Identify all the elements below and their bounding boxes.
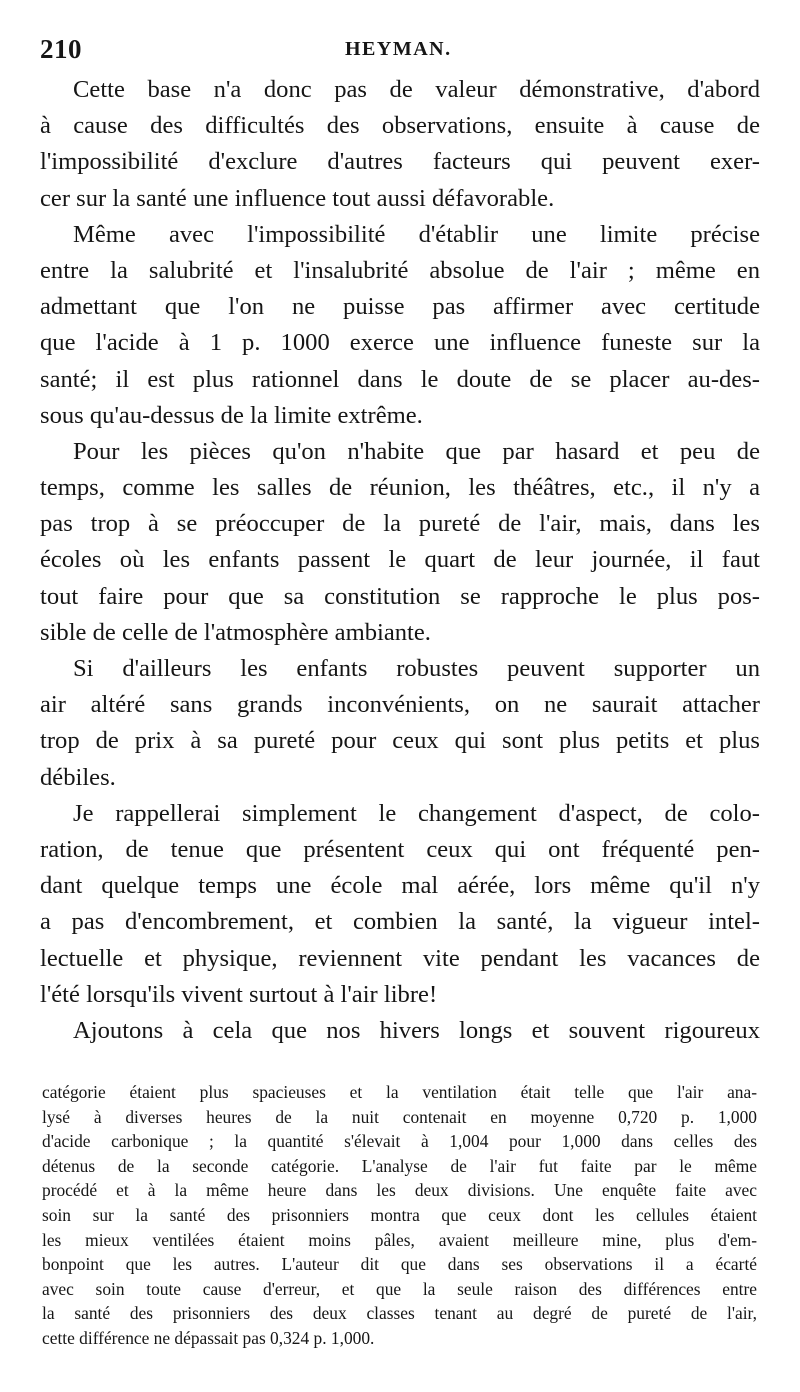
body-text [40,72,760,1049]
body-text-line: lectuelle et physique, reviennent vite pendant les vacances de [40,944,760,972]
running-title: HEYMAN. [345,38,452,60]
body-text-line: à cause des difficultés des observations, ensuite à cause de [40,112,760,140]
body-text-line: tout faire pour que sa constitution se rapproche le plus pos- [40,582,760,610]
footnote-line: d'acide carbonique ; la quantité s'élevait à 1,004 pour 1,000 dans celles des [42,1131,757,1152]
body-text-line: sous qu'au-dessus de la limite extrême. [40,401,423,429]
footnote-line: soin sur la santé des prisonniers montra que ceux dont les cellules étaient [42,1204,757,1225]
body-text-line: Ajoutons à cela que nos hivers longs et souvent rigoureux [73,1016,760,1044]
footnote [42,1080,757,1351]
body-text-line: santé; il est plus rationnel dans le doute de se placer au-des- [40,365,760,393]
body-text-line: pas trop à se préoccuper de la pureté de l'air, mais, dans les [40,510,760,538]
page-number: 210 [40,34,82,64]
body-text-line: Je rappellerai simplement le changement d'aspect, de colo- [73,799,760,827]
footnote-line: cette différence ne dépassait pas 0,324 p. 1,000. [42,1327,375,1348]
footnote-line: les mieux ventilées étaient moins pâles, avaient meilleure mine, plus d'em- [42,1229,757,1250]
body-text-line: débiles. [40,763,116,791]
footnote-line: la santé des prisonniers des deux classes tenant au degré de pureté de l'air, [42,1303,757,1324]
body-text-line: l'impossibilité d'exclure d'autres facteurs qui peuvent exer- [40,148,760,176]
footnote-line: bonpoint que les autres. L'auteur dit que dans ses observations il a écarté [42,1254,757,1275]
body-text-line: entre la salubrité et l'insalubrité absolue de l'air ; même en [40,256,760,284]
body-text-line: Même avec l'impossibilité d'établir une limite précise [73,220,760,248]
body-text-line: Si d'ailleurs les enfants robustes peuvent supporter un [73,655,760,682]
footnote-line: détenus de la seconde catégorie. L'analyse de l'air fut faite par le même [42,1155,757,1176]
body-text-line: écoles où les enfants passent le quart de leur journée, il faut [40,546,760,574]
body-text-line: que l'acide à 1 p. 1000 exerce une influence funeste sur la [40,329,760,357]
footnote-line: avec soin toute cause d'erreur, et que la seule raison des différences entre [42,1278,757,1299]
body-text-line: l'été lorsqu'ils vivent surtout à l'air libre! [40,980,438,1008]
body-text-line: air altéré sans grands inconvénients, on ne saurait attacher [40,691,760,719]
body-text-line: temps, comme les salles de réunion, les théâtres, etc., il n'y a [40,474,760,502]
body-text-line: cer sur la santé une influence tout aussi défavorable. [40,184,555,212]
body-text-line: admettant que l'on ne puisse pas affirmer avec certitude [40,293,760,321]
footnote-line: catégorie étaient plus spacieuses et la ventilation était telle que l'air ana- [42,1082,757,1102]
body-text-line: sible de celle de l'atmosphère ambiante. [40,618,431,646]
body-text-line: Pour les pièces qu'on n'habite que par hasard et peu de [73,437,760,465]
footnote-line: procédé et à la même heure dans les deux divisions. Une enquête faite avec [42,1180,757,1201]
body-text-line: trop de prix à sa pureté pour ceux qui sont plus petits et plus [40,727,760,755]
footnote-line: lysé à diverses heures de la nuit contenait en moyenne 0,720 p. 1,000 [42,1106,757,1127]
body-text-line: a pas d'encombrement, et combien la santé, la vigueur intel- [40,908,760,936]
body-text-line: ration, de tenue que présentent ceux qui ont fréquenté pen- [40,835,760,863]
body-text-line: Cette base n'a donc pas de valeur démonstrative, d'abord [73,76,760,103]
running-head [40,34,760,68]
body-text-line: dant quelque temps une école mal aérée, lors même qu'il n'y [40,872,760,900]
